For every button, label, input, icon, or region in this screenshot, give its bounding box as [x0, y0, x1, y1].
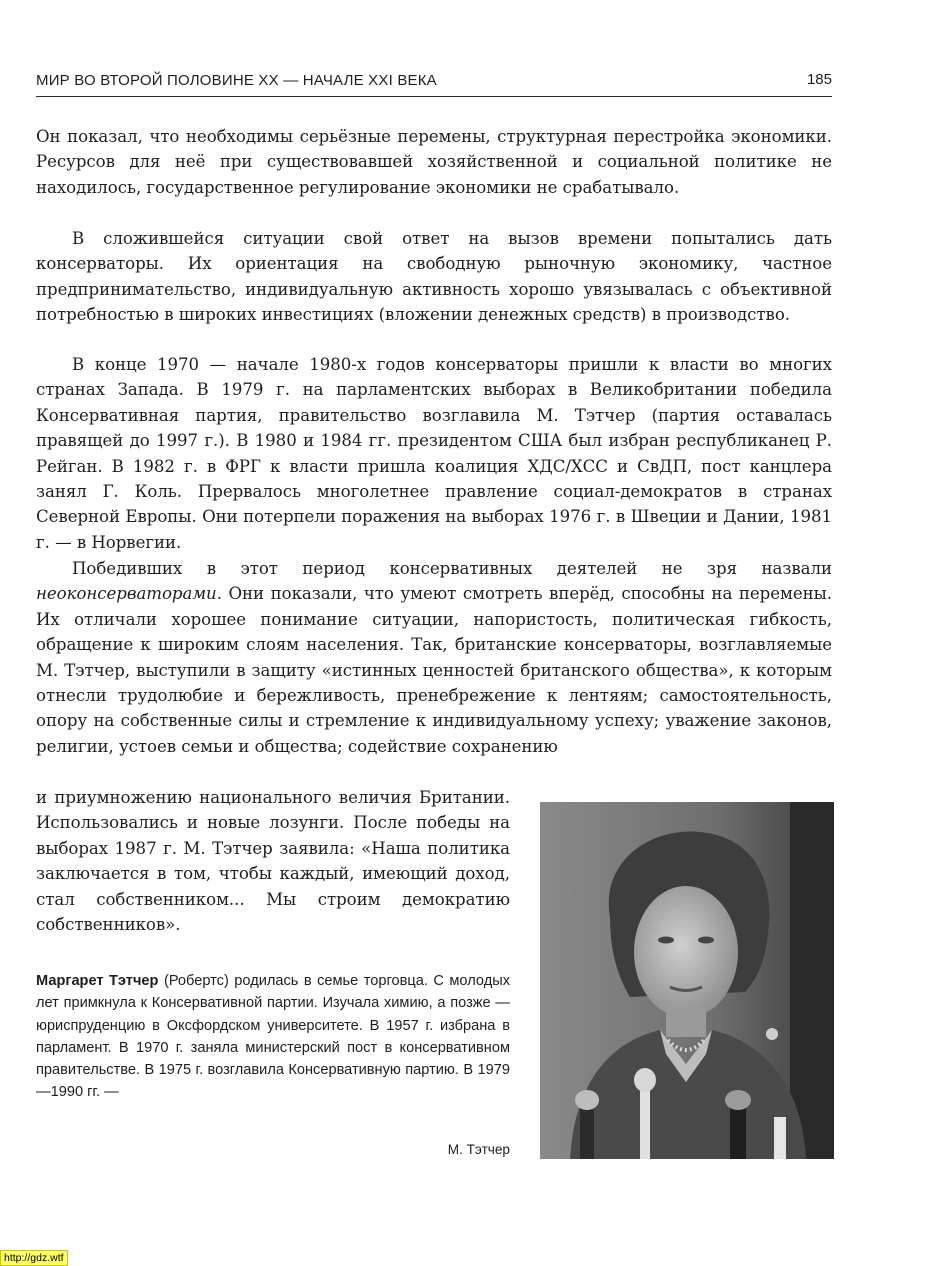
paragraph-4-rest: Они показали, что умеют смотреть вперёд, способны на перемены. Их отличали хорошее понимание ситуации, напористость, политическая гибкость, обращение к широким слоям населения. Так, британские консерваторы, возглавляемые М. Тэтчер, выступили в защиту «истинных ценностей британского общества», к которым отнесли трудолюбие и бережливость, пренебрежение к лентяям; самостоятельность, опору на собственные силы и стремление к индивидуальному успеху; уважение законов, религии, устоев семьи и общества; содействие сохранению	[36, 584, 832, 756]
paragraph-4-start: Победивших в этот период консервативных деятелей не зря назвали	[72, 559, 832, 578]
paragraph-4	[36, 556, 832, 759]
running-header	[36, 70, 832, 97]
source-url-badge[interactable]: http://gdz.wtf	[0, 1250, 68, 1266]
photo-caption: М. Тэтчер	[447, 1142, 510, 1157]
term-neoconservatives: неоконсерваторами.	[36, 584, 222, 604]
portrait-illustration	[540, 802, 834, 1159]
running-header-title: МИР ВО ВТОРОЙ ПОЛОВИНЕ XX — НАЧАЛЕ XXI ВЕКА	[36, 72, 437, 89]
biography-text: (Робертс) родилась в семье торговца. С молодых лет примкнула к Консервативной партии. Изучала химию, а позже — юриспруденцию в Оксфордском университете. В 1957 г. избрана в парламент. В 1970 г. заняла министерский пост в консервативном правительстве. В 1975 г. возглавила Консервативную партию. В 1979—1990 гг. —	[36, 973, 510, 1101]
biography-note	[36, 970, 510, 1104]
paragraph-1: Он показал, что необходимы серьёзные перемены, структурная перестройка экономики. Ресурсов для неё при существовавшей хозяйственной и социальной политике не находилось, государственное регулирование экономики не срабатывало.	[36, 127, 832, 197]
biography-name: Маргарет Тэтчер	[36, 973, 159, 989]
paragraph-2: В сложившейся ситуации свой ответ на вызов времени попытались дать консерваторы. Их ориентация на свободную рыночную экономику, частное предпринимательство, индивидуальную активность хорошо увязывалась с объективной потребностью в широких инвестициях (вложении денежных средств) в производство.	[36, 229, 832, 325]
portrait-photo	[540, 802, 834, 1159]
paragraph-3: В конце 1970 — начале 1980-х годов консерваторы пришли к власти во многих странах Запада. В 1979 г. на парламентских выборах в Великобритании победила Консервативная партия, правительство возглавила М. Тэтчер (партия оставалась правящей до 1997 г.). В 1980 и 1984 гг. президентом США был избран республиканец Р. Рейган. В 1982 г. в ФРГ к власти пришла коалиция ХДС/ХСС и СвДП, пост канцлера занял Г. Коль. Прервалось многолетнее правление социал-демократов в странах Северной Европы. Они потерпели поражения на выборах 1976 г. в Швеции и Дании, 1981 г. — в Норвегии.	[36, 355, 832, 552]
paragraph-4-continuation: и приумножению национального величия Британии. Использовались и новые лозунги. После победы на выборах 1987 г. М. Тэтчер заявила: «Наша политика заключается в том, чтобы каждый, имеющий доход, стал собственником... Мы строим демократию собственников».	[36, 788, 510, 935]
page-number: 185	[806, 71, 832, 88]
